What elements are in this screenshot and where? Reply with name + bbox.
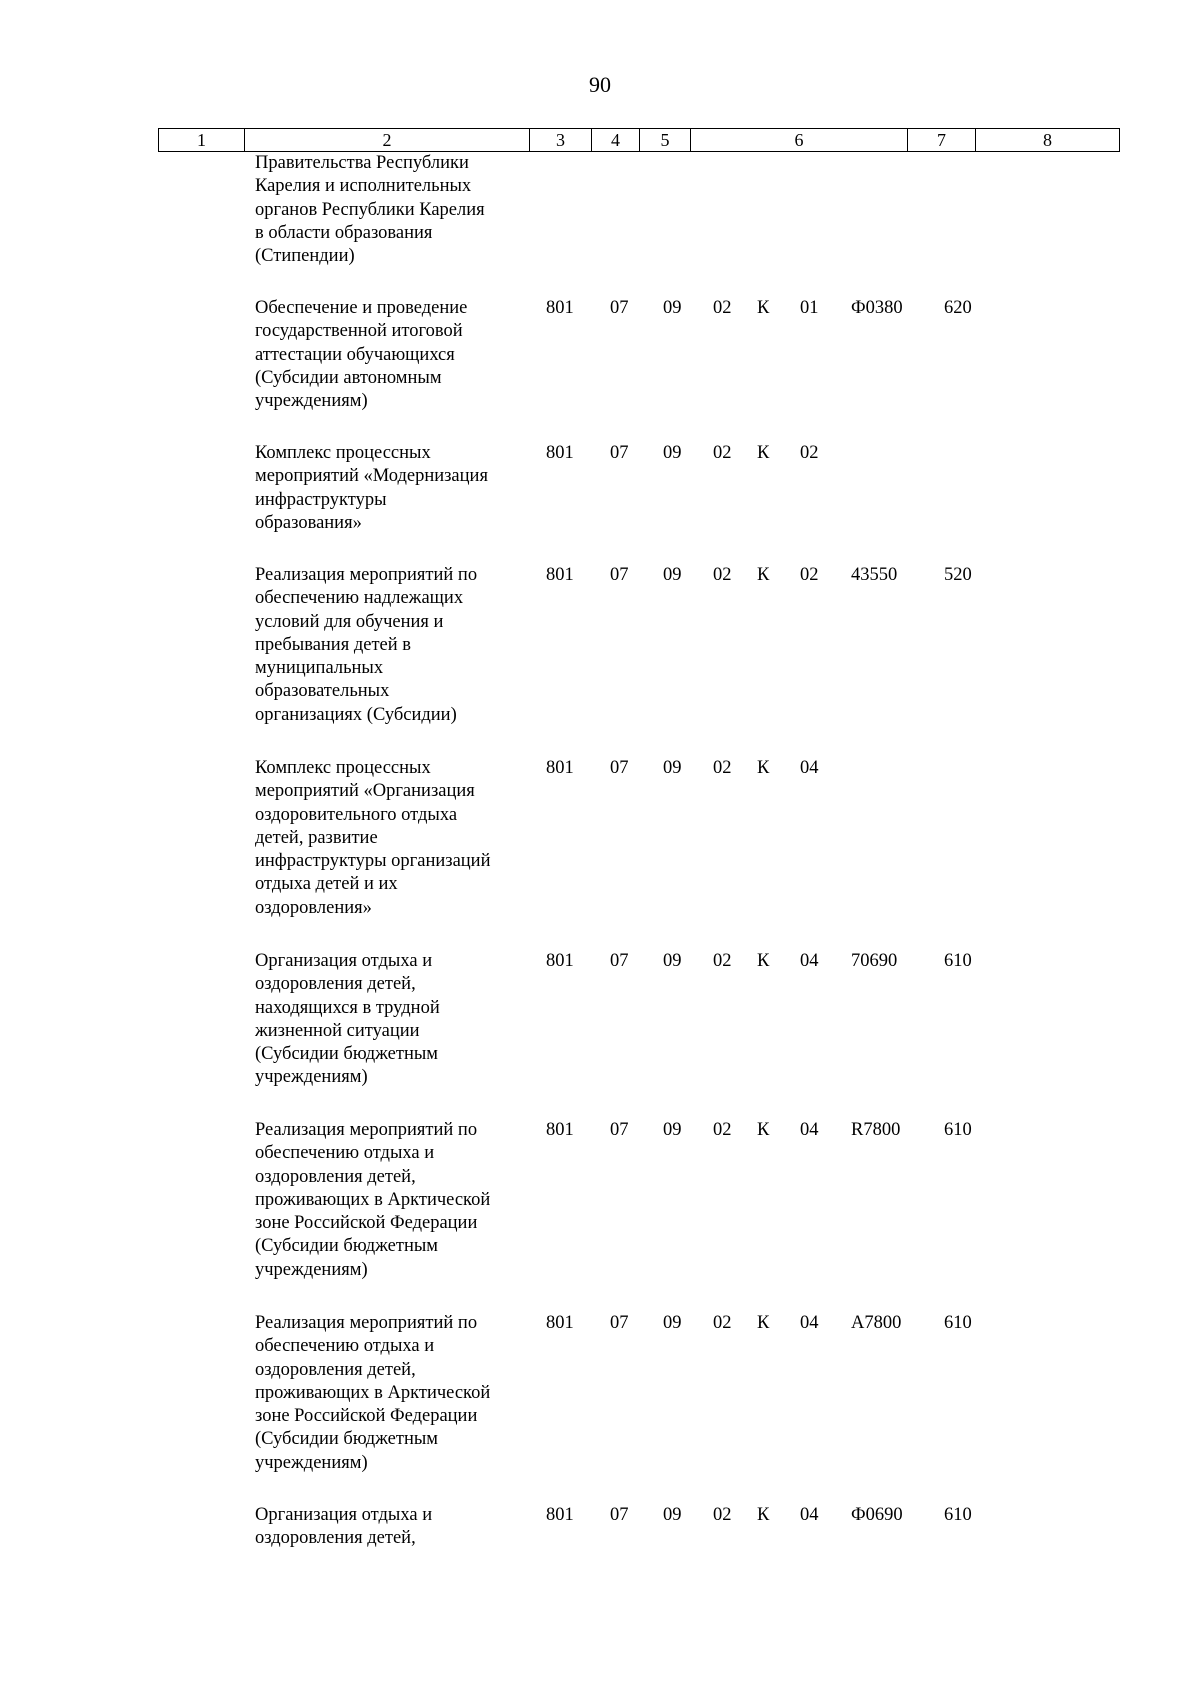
target-article-program: 02 bbox=[713, 1313, 732, 1333]
description-line: условий для обучения и bbox=[255, 611, 444, 632]
description-line: муниципальных bbox=[255, 658, 384, 679]
subsection-code: 09 bbox=[663, 565, 682, 585]
target-article-direction: 70690 bbox=[851, 951, 898, 971]
description-line: органов Республики Карелия bbox=[255, 199, 485, 220]
ministry-code: 801 bbox=[546, 1313, 574, 1333]
description-line: отдыха детей и их bbox=[255, 874, 398, 895]
target-article-direction: 43550 bbox=[851, 565, 898, 585]
description-line: учреждениям) bbox=[255, 391, 368, 412]
section-code: 07 bbox=[610, 758, 629, 778]
description-line: оздоровления детей, bbox=[255, 1359, 416, 1380]
subsection-code: 09 bbox=[663, 298, 682, 318]
row-description bbox=[255, 950, 525, 1090]
section-code: 07 bbox=[610, 1313, 629, 1333]
description-line: (Субсидии бюджетным bbox=[255, 1044, 438, 1065]
column-header-5: 5 bbox=[640, 129, 691, 152]
description-line: организациях (Субсидии) bbox=[255, 704, 457, 725]
target-article-direction: Ф0690 bbox=[851, 1505, 903, 1525]
ministry-code: 801 bbox=[546, 298, 574, 318]
description-line: Карелия и исполнительных bbox=[255, 176, 472, 197]
target-article-program: 02 bbox=[713, 1120, 732, 1140]
description-line: Реализация мероприятий по bbox=[255, 1120, 478, 1140]
column-header-8: 8 bbox=[976, 129, 1120, 152]
description-line: находящихся в трудной bbox=[255, 997, 440, 1018]
description-line: оздоровительного отдыха bbox=[255, 804, 458, 825]
description-line: детей, развитие bbox=[255, 827, 378, 848]
expense-type-code: 610 bbox=[944, 1505, 972, 1525]
description-line: проживающих в Арктической bbox=[255, 1189, 491, 1210]
description-line: Реализация мероприятий по bbox=[255, 565, 478, 585]
expense-type-code: 610 bbox=[944, 951, 972, 971]
description-line: Организация отдыха и bbox=[255, 1505, 433, 1525]
target-article-program: 02 bbox=[713, 298, 732, 318]
row-description bbox=[255, 442, 525, 535]
target-article-complex: 04 bbox=[800, 1505, 819, 1525]
target-article-complex: 04 bbox=[800, 1120, 819, 1140]
row-description bbox=[255, 1312, 525, 1475]
row-description bbox=[255, 1504, 525, 1551]
target-article-program: 02 bbox=[713, 951, 732, 971]
target-article-program: 02 bbox=[713, 758, 732, 778]
column-header-2: 2 bbox=[245, 129, 530, 152]
subsection-code: 09 bbox=[663, 1313, 682, 1333]
column-header-row bbox=[159, 129, 1120, 152]
subsection-code: 09 bbox=[663, 1505, 682, 1525]
target-article-complex: 02 bbox=[800, 565, 819, 585]
description-line: оздоровления детей, bbox=[255, 1528, 416, 1549]
section-code: 07 bbox=[610, 951, 629, 971]
description-line: пребывания детей в bbox=[255, 634, 412, 655]
description-line: (Субсидии бюджетным bbox=[255, 1429, 438, 1450]
description-line: проживающих в Арктической bbox=[255, 1382, 491, 1403]
section-code: 07 bbox=[610, 298, 629, 318]
description-line: Комплекс процессных bbox=[255, 758, 431, 778]
target-article-type: К bbox=[757, 758, 770, 778]
expense-type-code: 610 bbox=[944, 1120, 972, 1140]
row-description bbox=[255, 564, 525, 727]
section-code: 07 bbox=[610, 1120, 629, 1140]
target-article-type: К bbox=[757, 1313, 770, 1333]
description-line: обеспечению надлежащих bbox=[255, 588, 464, 609]
description-line: оздоровления» bbox=[255, 897, 372, 918]
target-article-type: К bbox=[757, 565, 770, 585]
target-article-type: К bbox=[757, 298, 770, 318]
expense-type-code: 620 bbox=[944, 298, 972, 318]
ministry-code: 801 bbox=[546, 951, 574, 971]
target-article-direction: R7800 bbox=[851, 1120, 901, 1140]
target-article-direction: А7800 bbox=[851, 1313, 902, 1333]
description-line: Комплекс процессных bbox=[255, 443, 431, 463]
target-article-complex: 04 bbox=[800, 758, 819, 778]
section-code: 07 bbox=[610, 1505, 629, 1525]
target-article-type: К bbox=[757, 951, 770, 971]
ministry-code: 801 bbox=[546, 758, 574, 778]
description-line: (Субсидии автономным bbox=[255, 367, 442, 388]
description-line: Организация отдыха и bbox=[255, 951, 433, 971]
target-article-complex: 04 bbox=[800, 1313, 819, 1333]
section-code: 07 bbox=[610, 443, 629, 463]
column-header-4: 4 bbox=[592, 129, 640, 152]
description-line: образования» bbox=[255, 512, 362, 533]
target-article-program: 02 bbox=[713, 443, 732, 463]
target-article-type: К bbox=[757, 443, 770, 463]
description-line: жизненной ситуации bbox=[255, 1020, 420, 1041]
expense-type-code: 610 bbox=[944, 1313, 972, 1333]
column-header-7: 7 bbox=[908, 129, 976, 152]
page-number: 90 bbox=[589, 72, 611, 97]
row-description bbox=[255, 152, 525, 268]
row-description bbox=[255, 757, 525, 920]
description-line: Правительства Республики bbox=[255, 153, 469, 173]
target-article-direction: Ф0380 bbox=[851, 298, 903, 318]
target-article-type: К bbox=[757, 1505, 770, 1525]
column-header-6: 6 bbox=[691, 129, 908, 152]
description-line: зоне Российской Федерации bbox=[255, 1213, 478, 1234]
section-code: 07 bbox=[610, 565, 629, 585]
description-line: в области образования bbox=[255, 222, 433, 243]
description-line: образовательных bbox=[255, 681, 390, 702]
ministry-code: 801 bbox=[546, 565, 574, 585]
column-header-3: 3 bbox=[530, 129, 592, 152]
ministry-code: 801 bbox=[546, 443, 574, 463]
description-line: Обеспечение и проведение bbox=[255, 298, 468, 318]
description-line: обеспечению отдыха и bbox=[255, 1336, 435, 1357]
target-article-complex: 02 bbox=[800, 443, 819, 463]
target-article-program: 02 bbox=[713, 1505, 732, 1525]
ministry-code: 801 bbox=[546, 1120, 574, 1140]
subsection-code: 09 bbox=[663, 951, 682, 971]
description-line: мероприятий «Организация bbox=[255, 781, 475, 802]
description-line: государственной итоговой bbox=[255, 321, 463, 342]
column-header-table bbox=[158, 128, 1120, 152]
description-line: обеспечению отдыха и bbox=[255, 1143, 435, 1164]
target-article-type: К bbox=[757, 1120, 770, 1140]
row-description bbox=[255, 297, 525, 413]
description-line: (Стипендии) bbox=[255, 246, 355, 267]
description-line: учреждениям) bbox=[255, 1067, 368, 1088]
description-line: Реализация мероприятий по bbox=[255, 1313, 478, 1333]
description-line: инфраструктуры bbox=[255, 489, 387, 510]
target-article-complex: 01 bbox=[800, 298, 819, 318]
description-line: зоне Российской Федерации bbox=[255, 1406, 478, 1427]
subsection-code: 09 bbox=[663, 758, 682, 778]
description-line: мероприятий «Модернизация bbox=[255, 466, 488, 487]
column-header-1: 1 bbox=[159, 129, 245, 152]
description-line: (Субсидии бюджетным bbox=[255, 1236, 438, 1257]
target-article-program: 02 bbox=[713, 565, 732, 585]
description-line: оздоровления детей, bbox=[255, 1166, 416, 1187]
expense-type-code: 520 bbox=[944, 565, 972, 585]
ministry-code: 801 bbox=[546, 1505, 574, 1525]
description-line: учреждениям) bbox=[255, 1452, 368, 1473]
description-line: учреждениям) bbox=[255, 1259, 368, 1280]
description-line: аттестации обучающихся bbox=[255, 344, 455, 365]
subsection-code: 09 bbox=[663, 443, 682, 463]
subsection-code: 09 bbox=[663, 1120, 682, 1140]
description-line: оздоровления детей, bbox=[255, 974, 416, 995]
description-line: инфраструктуры организаций bbox=[255, 851, 491, 872]
target-article-complex: 04 bbox=[800, 951, 819, 971]
row-description bbox=[255, 1119, 525, 1282]
